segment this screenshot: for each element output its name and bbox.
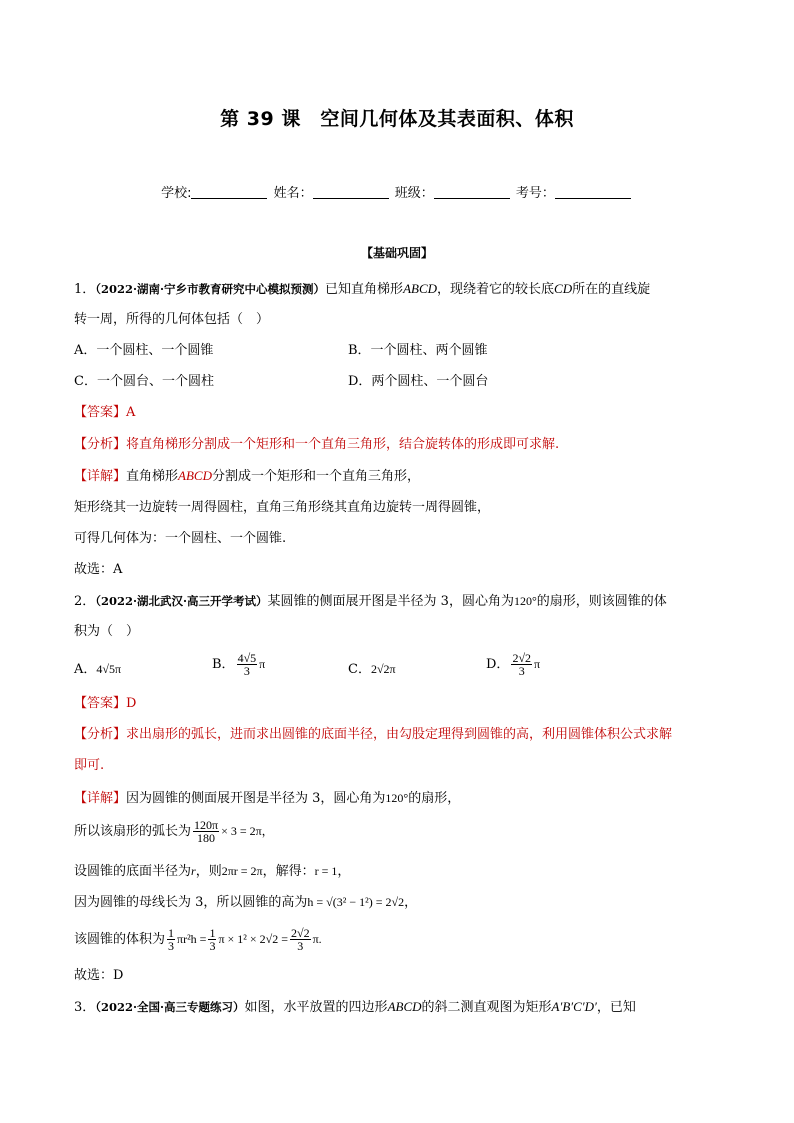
q1-abcd: ABCD (403, 281, 438, 296)
q2-analysis-line2: 即可. (74, 758, 105, 773)
class-blank[interactable] (434, 186, 510, 199)
q1-option-d[interactable]: D．两个圆柱、一个圆台 (348, 374, 489, 389)
q1-analysis-tag: 【分析】 (74, 437, 127, 452)
q2-detail5-f3-num: 2√2 (290, 926, 310, 940)
q2-option-d[interactable] (486, 652, 540, 677)
q2-detail5-f1-num: 1 (168, 926, 175, 940)
q2-detail2-text: 所以该扇形的弧长为 (74, 824, 192, 839)
q2-detail1-text: 因为圆锥的侧面展开图是半径为 3，圆心角为 (126, 791, 386, 806)
q2-detail-line1 (74, 789, 460, 808)
q1-number: 1． (74, 282, 96, 297)
q2-detail3-text-c: ，解得： (262, 864, 315, 879)
q1-answer-value: A (126, 405, 136, 420)
q2-stem-line2: 积为（ ） (74, 624, 140, 639)
q1-analysis-text: 将直角梯形分割成一个矩形和一个直角三角形，结合旋转体的形成即可求解. (126, 437, 560, 452)
q2-detail5-mid: πr²h = (177, 932, 207, 946)
q1-text-c: 所在的直线旋 (572, 282, 651, 297)
q1-analysis (74, 436, 559, 454)
q1-text-a: 已知直角梯形 (325, 282, 404, 297)
q2-option-c-value: 2√2π (370, 662, 396, 676)
q2-analysis-tag: 【分析】 (74, 727, 127, 742)
q1-option-c[interactable]: C．一个圆台、一个圆柱 (74, 374, 214, 389)
q2-detail5-f3-den: 3 (297, 939, 304, 953)
exam-number-label: 考号： (515, 186, 555, 201)
q3-stem-line1 (74, 998, 636, 1017)
q1-detail-tag: 【详解】 (74, 469, 127, 484)
q2-text: 某圆锥的侧面展开图是半径为 3，圆心角为 (267, 594, 514, 609)
q2-detail1-text-b: 的扇形， (408, 791, 461, 806)
q2-number: 2． (74, 594, 96, 609)
q2-detail-line3 (74, 862, 350, 881)
q2-detail-line2 (74, 816, 274, 847)
q2-option-a-label: A． (74, 662, 97, 677)
q2-text-b: 的扇形，则该圆锥的体 (536, 594, 667, 609)
q2-detail5-f2-num: 1 (209, 926, 216, 940)
section-heading: 【基础巩固】 (360, 246, 433, 260)
q2-detail4-text: 因为圆锥的母线长为 3，所以圆锥的高为 (74, 895, 308, 910)
q1-answer-tag: 【答案】 (74, 405, 127, 420)
q2-detail-line5 (74, 924, 322, 955)
q1-stem-line2: 转一周，所得的几何体包括（ ） (74, 312, 270, 327)
q2-degree: 120° (513, 594, 537, 608)
q2-analysis-text: 求出扇形的弧长，进而求出圆锥的底面半径，由勾股定理得到圆锥的高，利用圆锥体积公式求解 (126, 727, 673, 742)
q2-detail5-mid2: π × 1² × 2√2 = (218, 932, 288, 946)
q2-option-d-fraction (511, 652, 532, 677)
q1-option-a[interactable]: A．一个圆柱、一个圆锥 (74, 343, 214, 358)
school-label: 学校: (161, 186, 192, 201)
q2-detail2-num: 120π (194, 818, 219, 832)
school-blank[interactable] (191, 186, 267, 199)
q2-detail5-f1-den: 3 (168, 939, 175, 953)
q2-option-d-den: 3 (518, 664, 525, 678)
q2-detail3-r: r (191, 864, 196, 878)
class-label: 班级： (394, 186, 434, 201)
q1-detail-line1 (74, 467, 420, 486)
q2-detail3-equation: 2πr = 2π (221, 864, 263, 878)
q2-detail4-equation: h = √(3² − 1²) = 2√2 (307, 895, 405, 909)
name-blank[interactable] (313, 186, 389, 199)
q1-source: （2022·湖南·宁乡市教育研究中心模拟预测） (95, 282, 326, 296)
q2-option-b-fraction (237, 652, 258, 677)
q2-option-b-num: 4√5 (237, 651, 257, 665)
exam-number-blank[interactable] (555, 186, 631, 199)
q2-option-b-pi: π (259, 657, 266, 671)
q2-option-c[interactable] (348, 660, 396, 679)
q2-stem-line1 (74, 592, 667, 611)
q3-abcd: ABCD (387, 999, 422, 1014)
q2-detail3-result: r = 1 (314, 864, 338, 878)
q2-option-b-den: 3 (243, 664, 250, 678)
q3-source: （2022·全国·高三专题练习） (95, 1000, 245, 1014)
q2-detail5-f2-den: 3 (209, 939, 216, 953)
q2-detail4-text-b: ， (404, 895, 418, 910)
q2-detail-tag: 【详解】 (74, 791, 127, 806)
q2-detail5-fraction1 (167, 927, 175, 952)
q2-detail2-den: 180 (197, 831, 216, 845)
q2-detail3-text: 设圆锥的底面半径为 (74, 864, 192, 879)
q1-answer (74, 404, 135, 422)
q2-detail3-text-d: ， (337, 864, 351, 879)
q2-analysis-line1 (74, 726, 672, 744)
q1-cd: CD (554, 281, 573, 296)
page-title: 第 39 课 空间几何体及其表面积、体积 (220, 108, 574, 130)
q3-number: 3． (74, 1000, 96, 1015)
q3-text-b: 的斜二测直观图为矩形 (421, 1000, 552, 1015)
q2-option-b[interactable] (212, 652, 265, 677)
q1-choose: 故选：A (74, 562, 123, 577)
q2-option-d-pi: π (534, 657, 541, 671)
q2-detail5-fraction2 (208, 927, 216, 952)
q2-detail5-fraction3 (290, 927, 311, 952)
q2-option-a[interactable] (74, 660, 121, 679)
q1-option-b[interactable]: B．一个圆柱、两个圆锥 (348, 343, 488, 358)
q2-choose: 故选：D (74, 968, 124, 983)
q2-detail5-text: 该圆锥的体积为 (74, 932, 166, 947)
q2-option-b-label: B． (212, 657, 235, 672)
q3-text-a: 如图，水平放置的四边形 (244, 1000, 388, 1015)
q2-source: （2022·湖北武汉·高三开学考试） (95, 594, 268, 608)
q2-detail1-degree: 120° (385, 791, 409, 805)
q2-detail3-text-b: ，则 (195, 864, 222, 879)
q2-detail5-end: π. (312, 932, 322, 946)
q2-detail2-expr: × 3 = 2π， (221, 824, 274, 838)
q2-option-a-value: 4√5π (96, 662, 122, 676)
q1-detail-line2: 矩形绕其一边旋转一周得圆柱，直角三角形绕其直角边旋转一周得圆锥， (74, 500, 491, 515)
q1-text-b: ，现绕着它的较长底 (437, 282, 555, 297)
q2-answer (74, 695, 136, 713)
q1-detail-abcd: ABCD (178, 468, 212, 483)
q1-detail-line3: 可得几何体为：一个圆柱、一个圆锥. (74, 531, 287, 546)
q1-detail-a: 直角梯形 (126, 469, 179, 484)
q1-detail-b: 分割成一个矩形和一个直角三角形， (211, 469, 420, 484)
q2-option-d-num: 2√2 (512, 651, 532, 665)
q2-answer-value: D (126, 696, 137, 711)
name-label: 姓名： (273, 186, 313, 201)
q2-answer-tag: 【答案】 (74, 696, 127, 711)
q2-detail-line4 (74, 893, 417, 912)
student-info-row (0, 182, 794, 201)
q1-stem-line1 (74, 280, 650, 299)
q2-detail2-fraction (193, 819, 219, 844)
q3-text-c: ，已知 (596, 1000, 636, 1015)
q2-option-d-label: D． (486, 657, 510, 672)
q3-prime: A′B′C′D′ (551, 999, 597, 1014)
q2-option-c-label: C． (348, 662, 371, 677)
